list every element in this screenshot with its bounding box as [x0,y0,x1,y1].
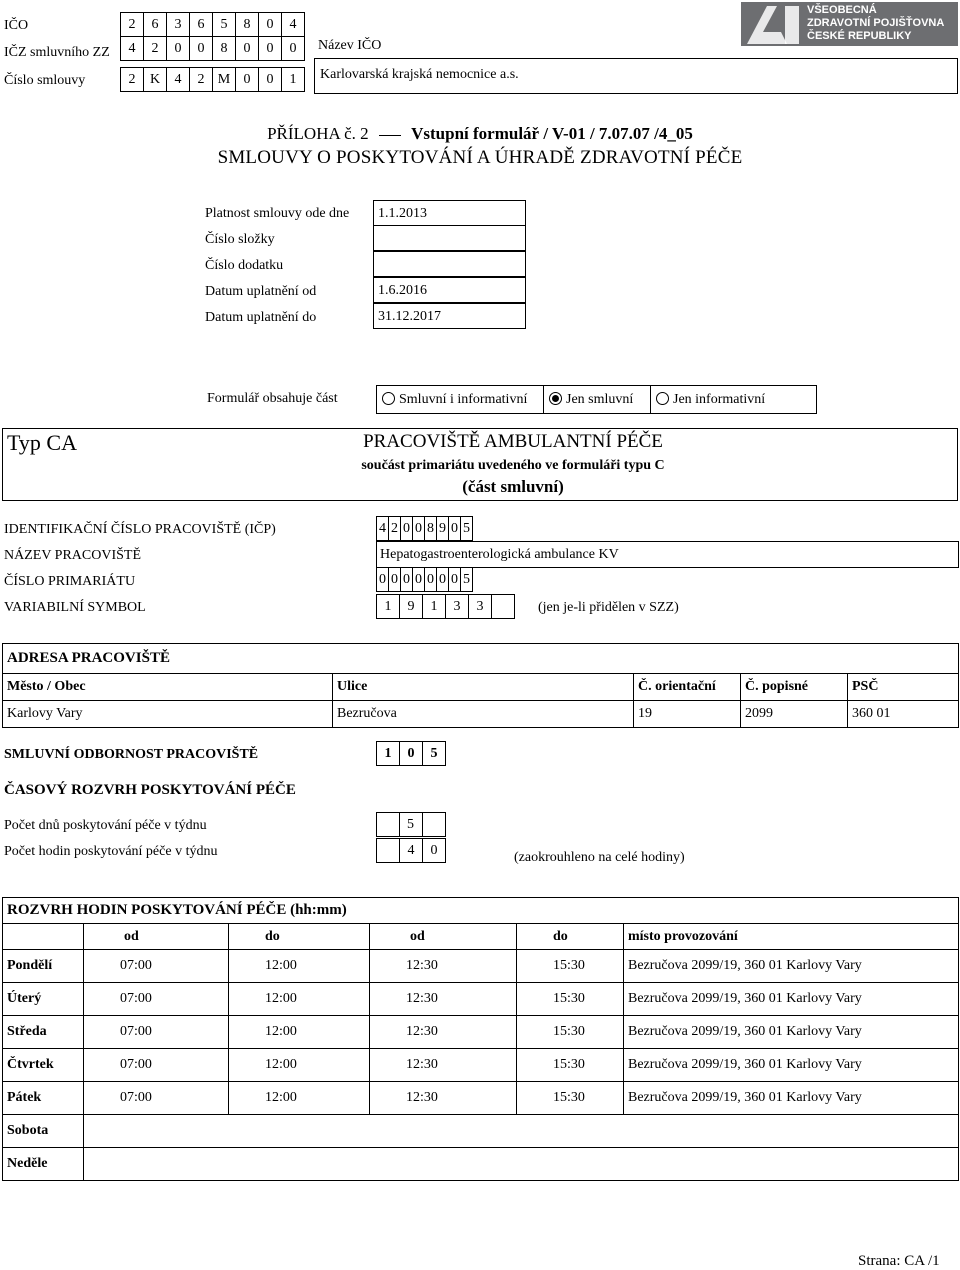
icp-label: IDENTIFIKAČNÍ ČÍSLO PRACOVIŠTĚ (IČP) [4,522,276,537]
time-cell[interactable]: 07:00 [84,950,229,983]
radio-selected-icon [549,392,562,405]
name-ico-value: Karlovarská krajská nemocnice a.s. [320,67,519,82]
empty-day-cell[interactable] [84,1148,959,1181]
digit-cell: 0 [412,516,425,541]
digit-cell: 2 [388,516,401,541]
digit-cell: M [212,67,236,92]
address-orientation-number[interactable]: 19 [634,701,741,728]
digit-cell: 9 [436,516,449,541]
type-heading: PRACOVIŠTĚ AMBULANTNÍ PÉČE [363,431,663,452]
name-ico-box [314,58,958,94]
validity-label: Číslo složky [205,232,275,247]
digit-cell [376,838,400,863]
type-box [2,428,958,501]
address-descriptive-number[interactable]: 2099 [741,701,848,728]
time-cell[interactable]: 12:00 [229,983,370,1016]
specialty-label: SMLUVNÍ ODBORNOST PRACOVIŠTĚ [4,747,259,762]
digit-cell: 1 [376,741,400,766]
digit-cell: 6 [189,12,213,37]
schedule-header: od [370,924,517,950]
table-row [3,1082,959,1115]
digit-cell: 0 [412,567,425,592]
schedule-header: do [229,924,370,950]
digit-cell: 2 [189,67,213,92]
time-cell[interactable]: 07:00 [84,1016,229,1049]
table-row [3,1049,959,1082]
digit-cell: 5 [399,812,423,837]
validity-label: Číslo dodatku [205,258,284,273]
digit-cell: 0 [422,838,446,863]
time-cell[interactable]: 15:30 [517,1016,624,1049]
contract-title: SMLOUVY O POSKYTOVÁNÍ A ÚHRADĚ ZDRAVOTNÍ PÉČE [217,147,743,168]
option-cell [543,385,651,414]
validity-label: Platnost smlouvy ode dne [205,206,350,221]
table-row [3,1016,959,1049]
digit-cell: 6 [143,12,167,37]
schedule-header: místo provozování [624,924,959,950]
digit-cell: 4 [120,36,144,61]
day-name: Pondělí [3,950,84,983]
digit-cell: 0 [400,567,413,592]
option-label: Smluvní i informativní [399,392,528,407]
validity-value[interactable] [373,225,526,251]
digit-cell: 0 [235,67,259,92]
digit-cell: 2 [120,67,144,92]
address-header: Č. popisné [741,674,848,701]
digit-cell [422,812,446,837]
day-name: Středa [3,1016,84,1049]
address-header: Ulice [333,674,634,701]
time-cell[interactable]: 07:00 [84,1082,229,1115]
validity-value[interactable]: 1.6.2016 [373,277,526,303]
radio-option-both[interactable] [382,392,527,408]
digit-cell: 0 [448,516,461,541]
logo-line-1: VŠEOBECNÁ [807,4,877,16]
table-row [3,1148,959,1181]
day-name: Neděle [3,1148,84,1181]
time-cell[interactable]: 15:30 [517,1082,624,1115]
place-cell[interactable]: Bezručova 2099/19, 360 01 Karlovy Vary [624,1082,959,1115]
time-cell[interactable]: 12:30 [370,950,517,983]
radio-icon [656,392,669,405]
time-cell[interactable]: 15:30 [517,1049,624,1082]
place-cell[interactable]: Bezručova 2099/19, 360 01 Karlovy Vary [624,1049,959,1082]
annex-title [0,124,960,144]
hours-digits[interactable] [377,838,446,863]
time-cell[interactable]: 12:00 [229,950,370,983]
hours-note: (zaokrouhleno na celé hodiny) [514,850,685,865]
table-row [3,1115,959,1148]
digit-cell: 0 [166,36,190,61]
hours-label: Počet hodin poskytování péče v týdnu [4,844,218,859]
primariat-digits[interactable] [377,567,473,592]
digit-cell: 4 [399,838,423,863]
radio-option-contract[interactable] [549,392,633,408]
annex-rest: Vstupní formulář / V-01 / 7.07.07 /4_05 [411,124,693,143]
day-name: Sobota [3,1115,84,1148]
time-cell[interactable]: 12:00 [229,1082,370,1115]
digit-cell: 0 [424,567,437,592]
digit-cell: 5 [460,567,473,592]
schedule-header: od [84,924,229,950]
specialty-digits[interactable] [377,741,446,766]
day-name: Čtvrtek [3,1049,84,1082]
radio-option-info[interactable] [656,392,765,408]
type-subheading: součást primariátu uvedeného ve formuláři typu C [361,458,665,473]
digit-cell: 2 [120,12,144,37]
schedule-table [2,897,959,1181]
digit-cell: 8 [424,516,437,541]
insurer-logo [741,2,958,46]
day-name: Úterý [3,983,84,1016]
digit-cell: 5 [460,516,473,541]
digit-cell: 0 [258,67,282,92]
schedule-header: do [517,924,624,950]
name-ico-label: Název IČO [318,38,382,53]
digit-cell: 0 [258,36,282,61]
icz-digits [121,36,305,61]
digit-cell: 0 [448,567,461,592]
form-part-options [376,385,817,414]
digit-cell: 3 [445,594,469,619]
icz-label: IČZ smluvního ZZ [4,45,110,60]
option-cell [650,385,817,414]
time-cell[interactable]: 07:00 [84,1049,229,1082]
variable-symbol-label: VARIABILNÍ SYMBOL [4,600,146,615]
workplace-name-field[interactable]: Hepatogastroenterologická ambulance KV [376,541,959,568]
ico-digits [121,12,305,37]
digit-cell: 5 [212,12,236,37]
validity-label: Datum uplatnění do [205,310,317,325]
type-part: (část smluvní) [462,477,564,496]
time-cell[interactable]: 15:30 [517,950,624,983]
time-cell[interactable]: 15:30 [517,983,624,1016]
ico-label: IČO [4,18,29,33]
digit-cell: 0 [436,567,449,592]
digit-cell [376,812,400,837]
table-row [3,983,959,1016]
place-cell[interactable]: Bezručova 2099/19, 360 01 Karlovy Vary [624,983,959,1016]
digit-cell: 2 [143,36,167,61]
logo-line-2: ZDRAVOTNÍ POJIŠŤOVNA [807,17,945,29]
days-digits[interactable] [377,812,446,837]
validity-value[interactable]: 1.1.2013 [373,200,526,226]
time-cell[interactable]: 12:30 [370,1016,517,1049]
option-label: Jen informativní [673,392,766,407]
digit-cell: 1 [281,67,305,92]
variable-symbol-digits[interactable] [377,594,515,619]
time-title: ČASOVÝ ROZVRH POSKYTOVÁNÍ PÉČE [4,782,296,798]
digit-cell: 4 [376,516,389,541]
annex-prefix: PŘÍLOHA č. 2 [267,124,369,143]
digit-cell: 3 [468,594,492,619]
digit-cell: 0 [258,12,282,37]
contract-label: Číslo smlouvy [4,73,86,88]
digit-cell: 0 [400,516,413,541]
schedule-header [3,924,84,950]
digit-cell: 0 [281,36,305,61]
digit-cell: 0 [189,36,213,61]
time-cell[interactable]: 12:30 [370,1049,517,1082]
digit-cell: 0 [399,741,423,766]
digit-cell: 4 [281,12,305,37]
digit-cell: 9 [399,594,423,619]
schedule-title: ROZVRH HODIN POSKYTOVÁNÍ PÉČE (hh:mm) [3,898,959,924]
option-label: Jen smluvní [566,392,634,407]
validity-value[interactable]: 31.12.2017 [373,303,526,329]
place-cell[interactable]: Bezručova 2099/19, 360 01 Karlovy Vary [624,1016,959,1049]
day-name: Pátek [3,1082,84,1115]
address-zip[interactable]: 360 01 [848,701,959,728]
digit-cell: 0 [235,36,259,61]
option-cell [376,385,544,414]
place-cell[interactable]: Bezručova 2099/19, 360 01 Karlovy Vary [624,950,959,983]
time-cell[interactable]: 12:00 [229,1016,370,1049]
logo-line-3: ČESKÉ REPUBLIKY [807,30,912,42]
empty-day-cell[interactable] [84,1115,959,1148]
address-header: PSČ [848,674,959,701]
icp-digits[interactable] [377,516,473,541]
address-table [2,643,959,728]
time-cell[interactable]: 12:30 [370,1082,517,1115]
form-part-label: Formulář obsahuje část [207,391,338,406]
radio-icon [382,392,395,405]
type-label: Typ CA [7,430,77,455]
address-street[interactable]: Bezručova [333,701,634,728]
digit-cell: 8 [235,12,259,37]
days-label: Počet dnů poskytování péče v týdnu [4,818,207,833]
digit-cell: K [143,67,167,92]
primariat-label: ČÍSLO PRIMARIÁTU [4,574,136,589]
digit-cell: 4 [166,67,190,92]
address-city[interactable]: Karlovy Vary [3,701,333,728]
validity-value[interactable] [373,251,526,277]
validity-label: Datum uplatnění od [205,284,317,299]
digit-cell: 5 [422,741,446,766]
digit-cell: 0 [376,567,389,592]
address-header: Město / Obec [3,674,333,701]
variable-symbol-note: (jen je-li přidělen v SZZ) [538,600,679,615]
time-cell[interactable]: 07:00 [84,983,229,1016]
contract-digits [121,67,305,92]
address-title: ADRESA PRACOVIŠTĚ [3,644,959,674]
digit-cell: 8 [212,36,236,61]
time-cell[interactable]: 12:30 [370,983,517,1016]
digit-cell: 1 [422,594,446,619]
page-number: Strana: CA /1 [858,1253,940,1269]
digit-cell: 1 [376,594,400,619]
workplace-name-label: NÁZEV PRACOVIŠTĚ [4,548,142,563]
digit-cell: 0 [388,567,401,592]
address-header: Č. orientační [634,674,741,701]
table-row [3,950,959,983]
digit-cell: 3 [166,12,190,37]
time-cell[interactable]: 12:00 [229,1049,370,1082]
digit-cell [491,594,515,619]
